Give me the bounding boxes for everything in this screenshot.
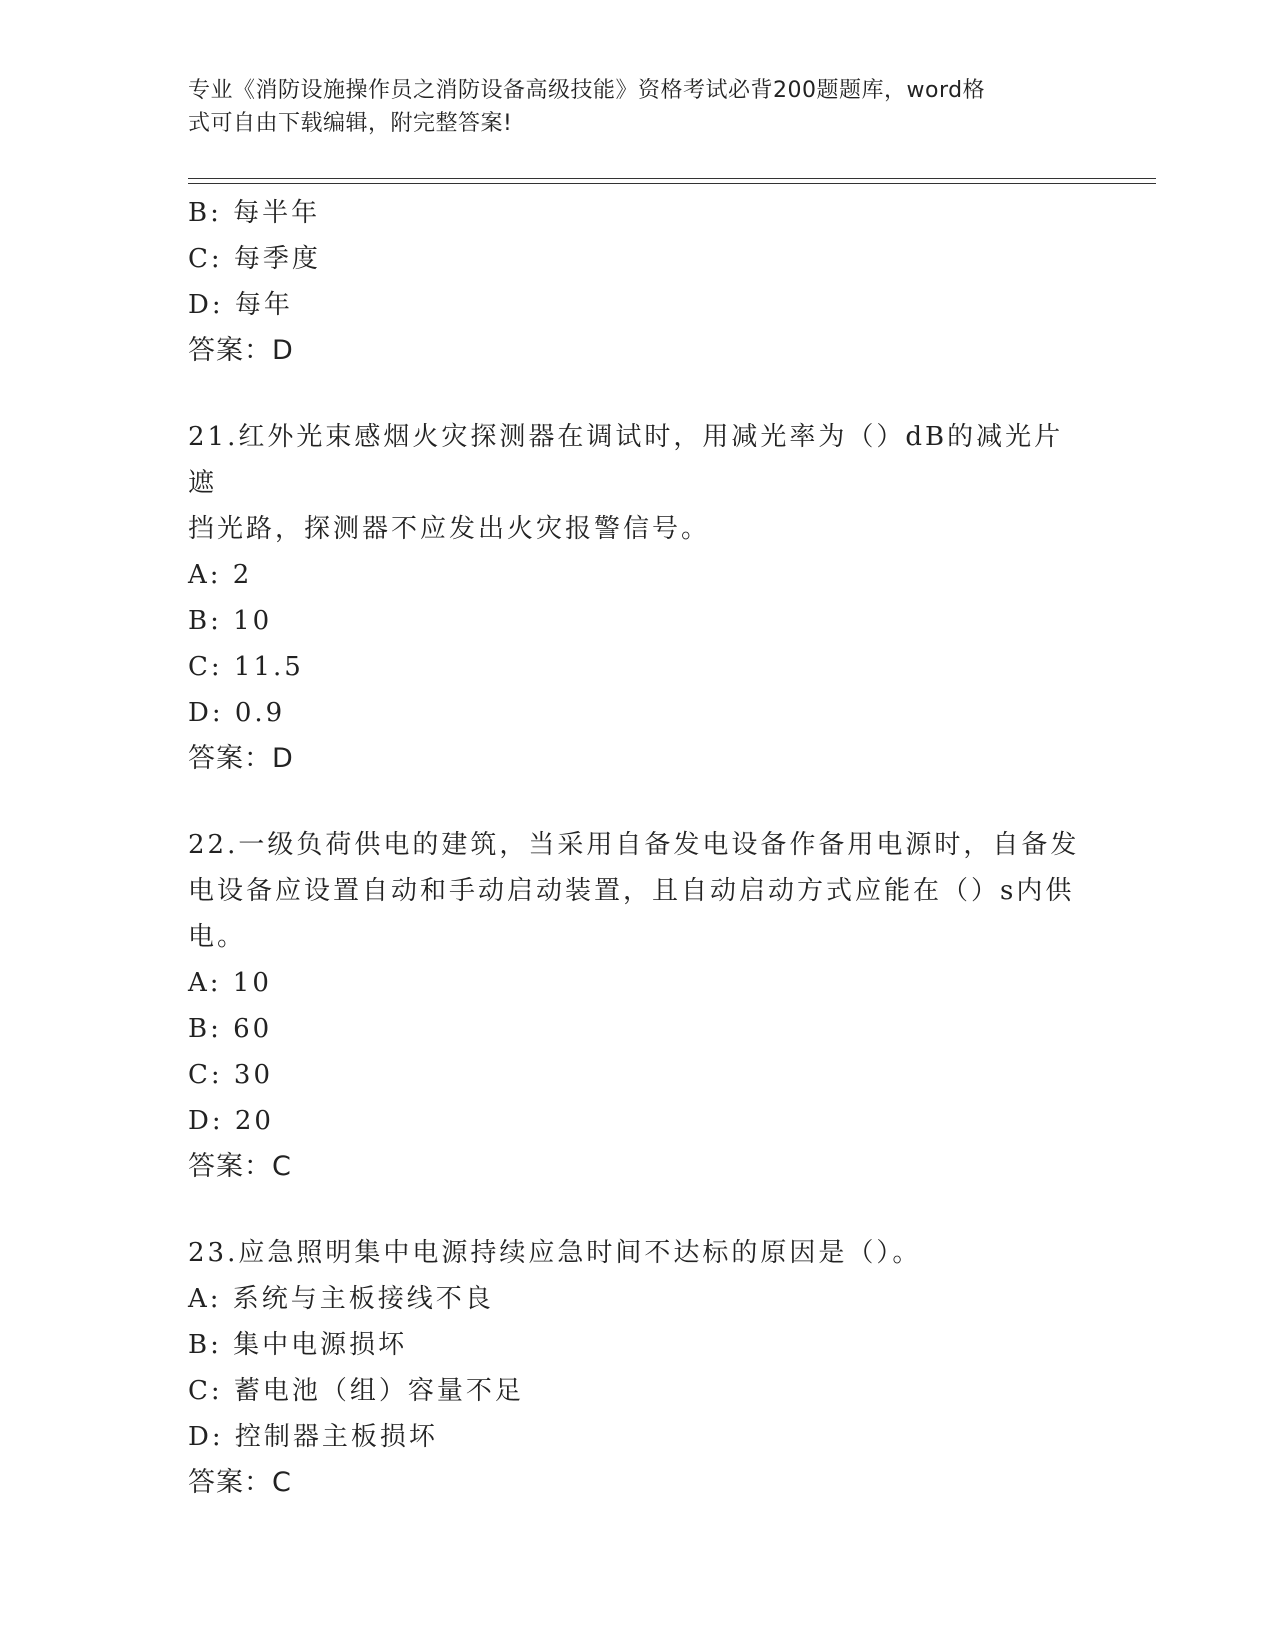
question-text — [188, 1230, 1088, 1276]
answer-line: 答案：C — [188, 1151, 292, 1182]
question-list — [188, 190, 1088, 1506]
answer-line: 答案：C — [188, 1467, 292, 1498]
question-text — [188, 414, 1088, 552]
option-d: D: 20 — [188, 1106, 274, 1136]
question-text-line-1: 21.红外光束感烟火灾探测器在调试时，用减光率为（）dB的减光片遮 — [188, 422, 1064, 498]
question-block-23 — [188, 1230, 1088, 1506]
question-text-line-1: 22.一级负荷供电的建筑，当采用自备发电设备作备用电源时，自备发 — [188, 830, 1080, 860]
answer-line: 答案：D — [188, 743, 294, 774]
option-d: D: 每年 — [188, 290, 293, 320]
option-c: C: 30 — [188, 1060, 274, 1090]
header-divider-bottom — [188, 183, 1156, 184]
option-b: B: 集中电源损坏 — [188, 1330, 408, 1360]
option-d: D: 0.9 — [188, 698, 286, 728]
option-c: C: 蓄电池（组）容量不足 — [188, 1376, 524, 1406]
option-b: B: 10 — [188, 606, 273, 636]
question-block-prev — [188, 190, 1088, 374]
document-header — [188, 74, 1068, 140]
header-title-line-1: 专业《消防设施操作员之消防设备高级技能》资格考试必背200题题库，word格 — [188, 78, 986, 103]
option-a: A: 2 — [188, 560, 253, 590]
question-text-line-2: 挡光路，探测器不应发出火灾报警信号。 — [188, 514, 711, 544]
option-b: B: 60 — [188, 1014, 273, 1044]
option-c: C: 每季度 — [188, 244, 321, 274]
question-text — [188, 822, 1088, 960]
header-divider-top — [188, 178, 1156, 179]
question-block-21 — [188, 414, 1088, 782]
answer-line: 答案：D — [188, 335, 294, 366]
header-title-line-2: 式可自由下载编辑，附完整答案! — [188, 111, 513, 136]
question-text-line-2: 电设备应设置自动和手动启动装置，且自动启动方式应能在（）s内供 — [188, 876, 1075, 906]
question-text-line-3: 电。 — [188, 922, 247, 952]
option-a: A: 10 — [188, 968, 272, 998]
question-block-22 — [188, 822, 1088, 1190]
option-a: A: 系统与主板接线不良 — [188, 1284, 494, 1314]
option-b: B: 每半年 — [188, 198, 321, 228]
option-d: D: 控制器主板损坏 — [188, 1422, 438, 1452]
option-c: C: 11.5 — [188, 652, 304, 682]
question-text-line-1: 23.应急照明集中电源持续应急时间不达标的原因是（）。 — [188, 1238, 922, 1268]
